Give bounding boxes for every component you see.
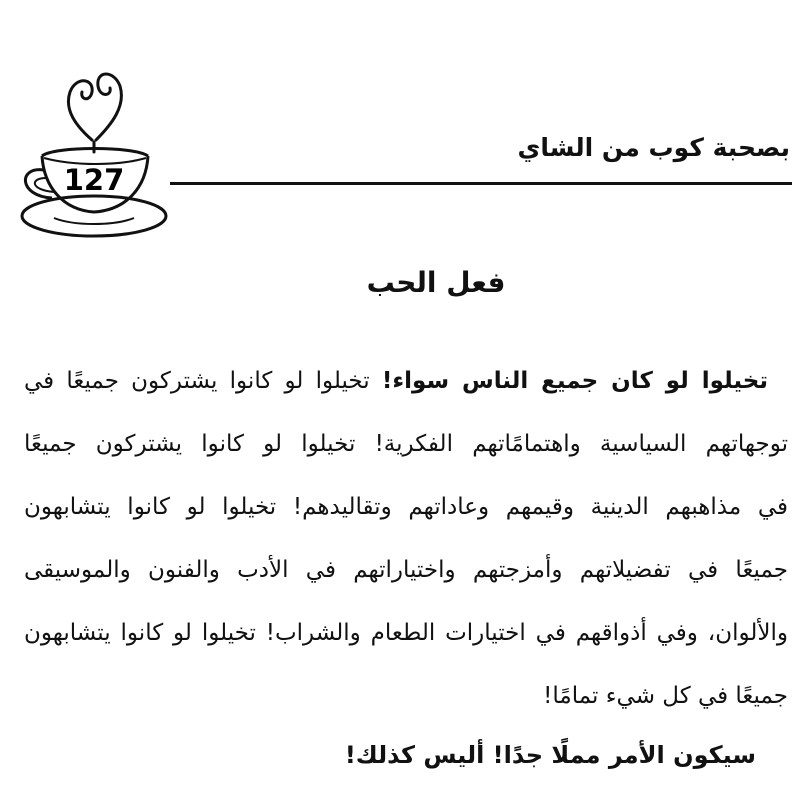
closing-line: سيكون الأمر مملًا جدًا! أليس كذلك! [344,741,756,769]
line-1-rest: تخيلوا لو كانوا يشتركون جميعًا في [24,368,382,394]
book-title: بصحبة كوب من الشاي [517,133,790,162]
page-number: 127 [63,163,125,197]
body-paragraph [24,350,788,728]
paragraph-line-6: جميعًا في كل شيء تمامًا! [543,683,788,709]
tea-cup-icon [14,48,174,238]
chapter-title: فعل الحب [366,266,506,299]
paragraph-line-5: والألوان، وفي أذواقهم في اختيارات الطعام والشراب! تخيلوا لو كانوا يتشابهون [24,620,788,646]
paragraph-line-2: توجهاتهم السياسية واهتمامًاتهم الفكرية! تخيلوا لو كانوا يشتركون جميعًا [24,431,788,457]
header-divider [170,182,792,185]
lead-sentence: تخيلوا لو كان جميع الناس سواء! [381,368,768,394]
paragraph-line-1 [24,350,788,413]
paragraph-line-3: في مذاهبهم الدينية وقيمهم وعاداتهم وتقاليدهم! تخيلوا لو كانوا يتشابهون [24,494,788,520]
paragraph-line-4: جميعًا في تفضيلاتهم وأمزجتهم واختياراتهم في الأدب والفنون والموسيقى [24,557,788,583]
